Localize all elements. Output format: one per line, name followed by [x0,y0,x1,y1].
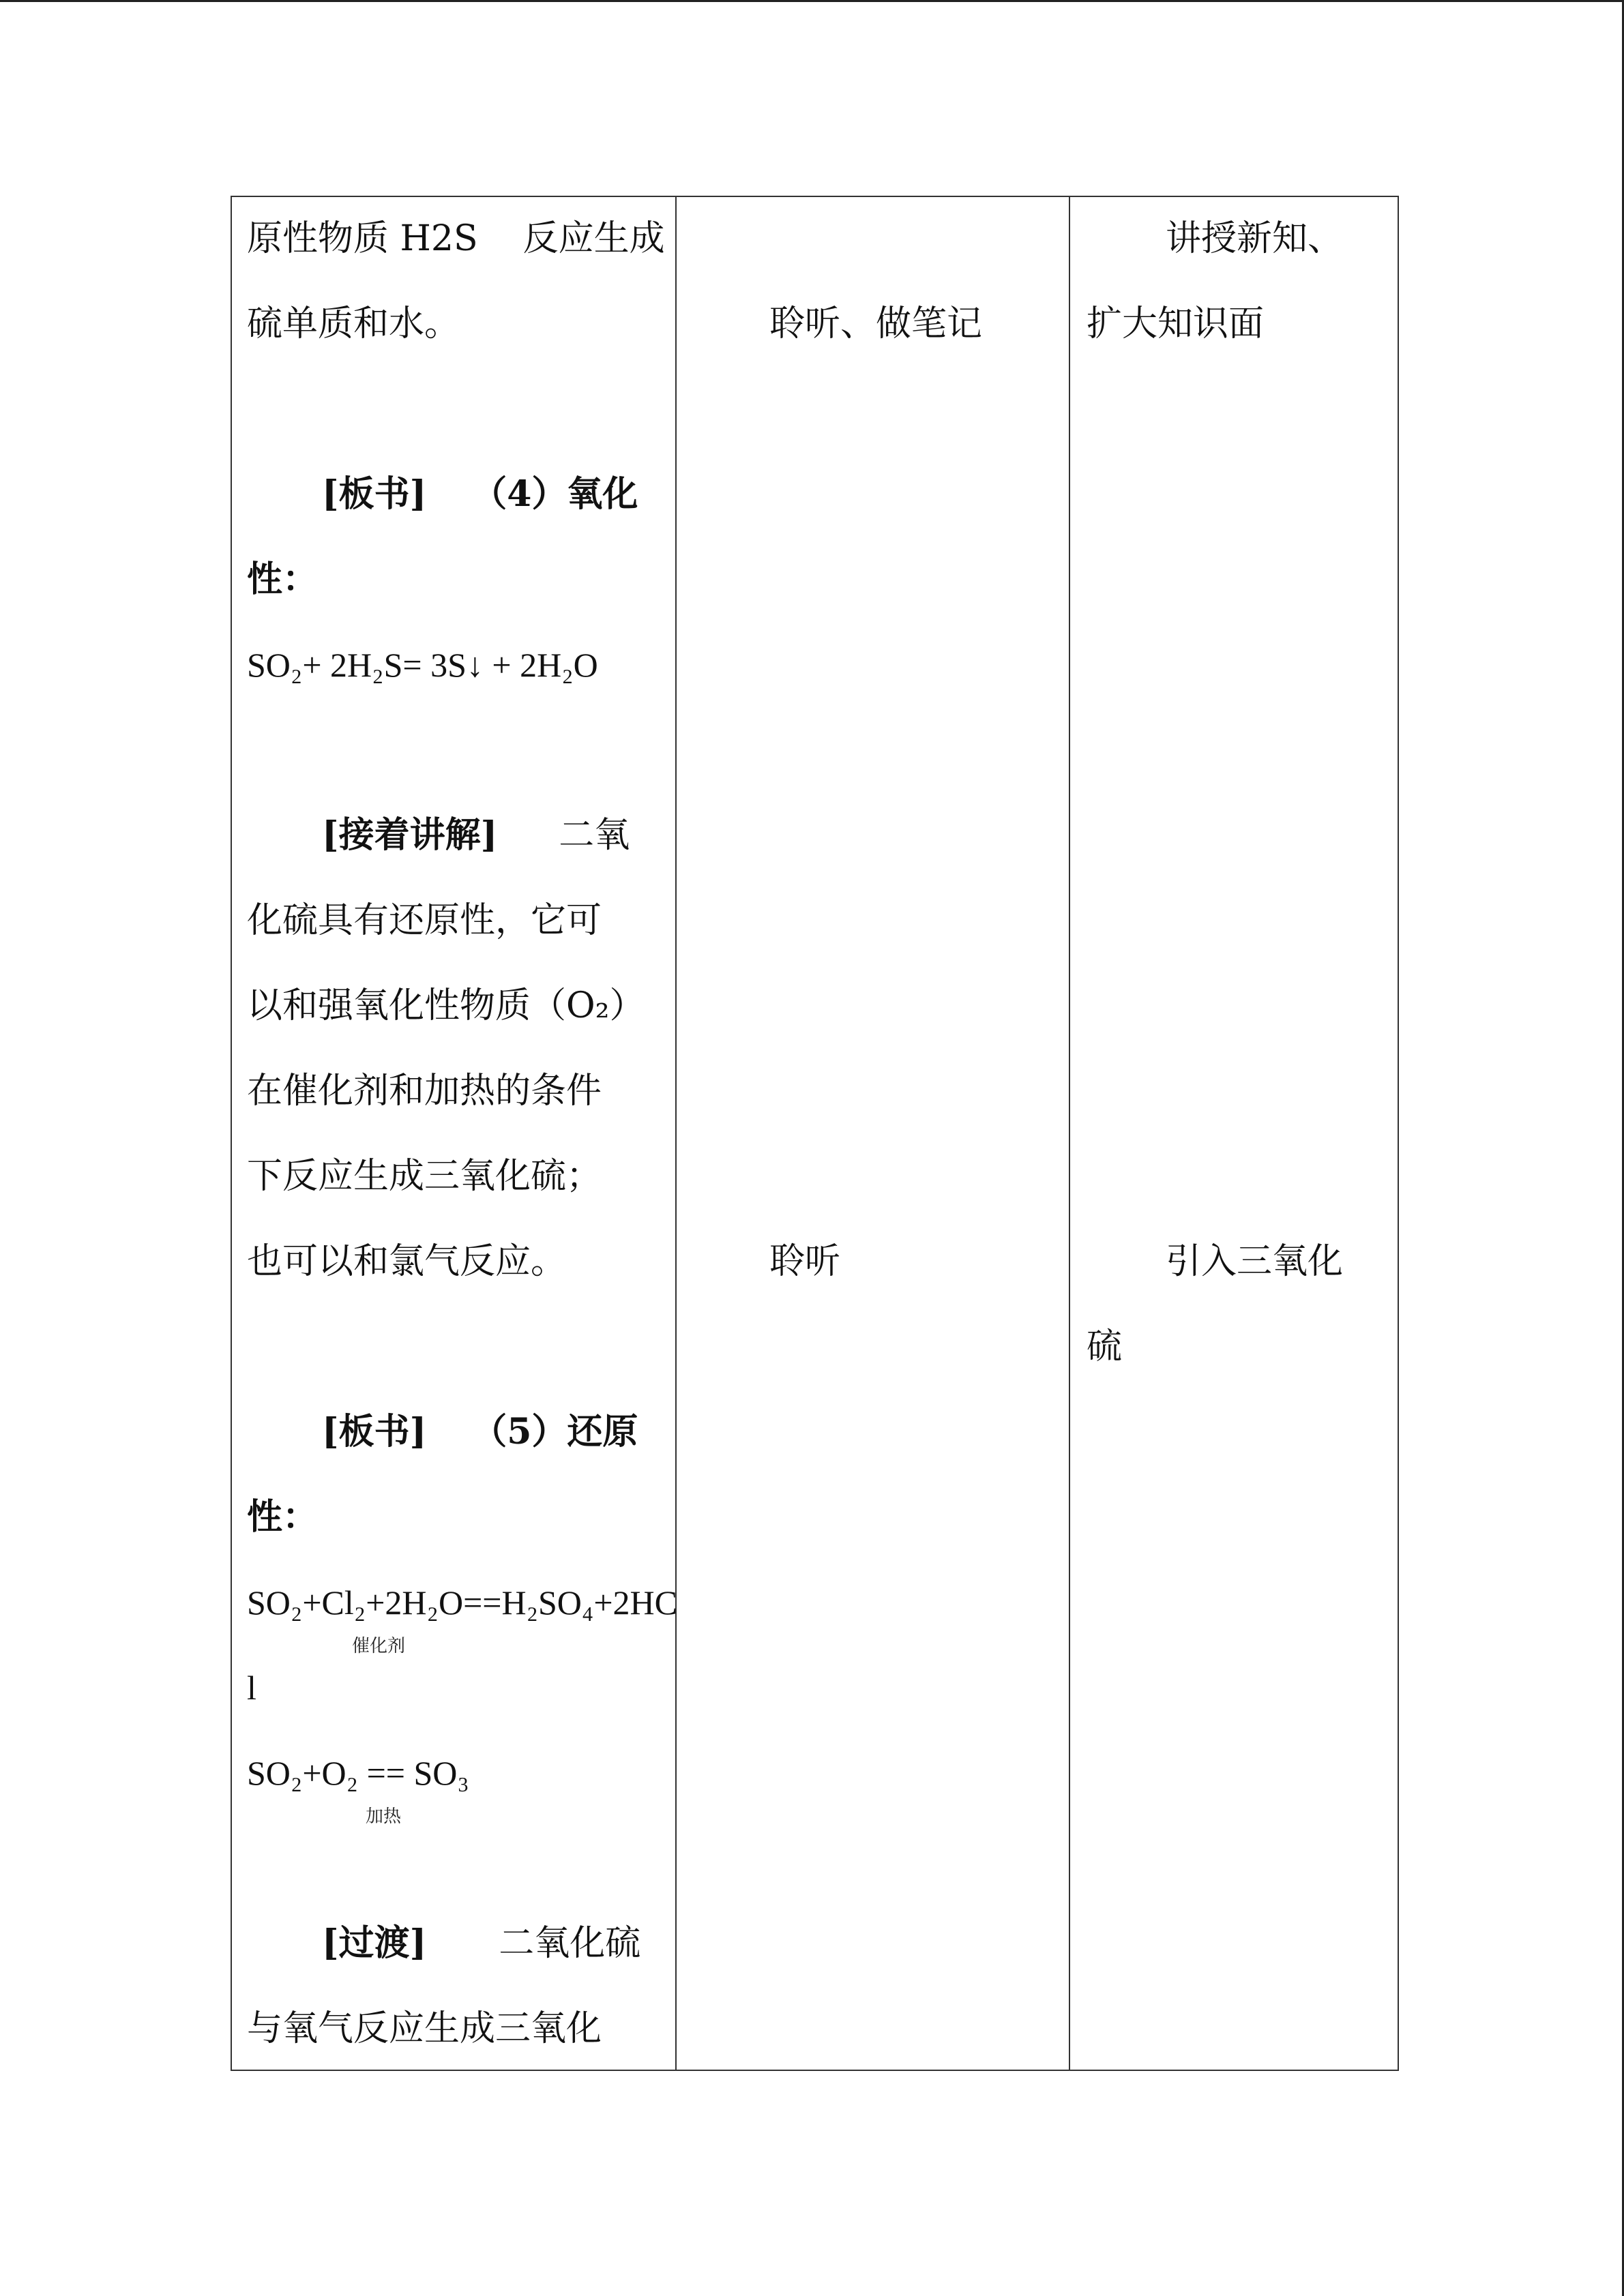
text-line: 与氧气反应生成三氧化 [247,2008,602,2049]
lesson-plan-table [231,196,1399,2071]
design-intent: 硫 [1087,1326,1123,1367]
design-intent-cell [1069,196,1398,2070]
board-heading-cont: 性： [247,1496,319,1538]
text-line: 以和强氧化性物质（O₂） [247,985,645,1026]
text-line: 硫单质和水。 [247,303,460,344]
board-heading-cont: 性： [247,558,319,600]
condition-catalyst: 催化剂 [352,1636,406,1656]
student-activity: 聆听 [769,1241,841,1282]
transition-heading: [过渡] 二氧化硫 [322,1922,641,1964]
text-line: 下反应生成三氧化硫； [247,1156,602,1197]
design-intent: 讲授新知、 [1166,218,1344,259]
condition-heating: 加热 [366,1806,402,1827]
text-line: 原性物质 H2S 反应生成 [247,218,665,259]
design-intent: 引入三氧化 [1166,1241,1344,1282]
board-heading: [板书] （4）氧化 [322,473,638,515]
equation-chlorine-cont: l [247,1669,256,1707]
table-row [231,196,1398,2070]
explanation-heading: [接着讲解] 二氧 [322,814,630,856]
equation-chlorine: SO₂+Cl₂+2H₂O==H₂SO₄+2HC [247,1583,678,1622]
student-activity: 聆听、做笔记 [769,303,983,344]
board-heading: [板书] （5）还原 [322,1411,638,1452]
design-intent: 扩大知识面 [1087,303,1265,344]
text-line: 化硫具有还原性，它可 [247,900,602,941]
student-activity-cell [676,196,1069,2070]
equation-sulfur-trioxide: SO₂+O₂ == SO₃ [247,1754,469,1792]
teacher-activity-cell [231,196,676,2070]
text-line: 在催化剂和加热的条件 [247,1071,602,1112]
text-line: 也可以和氯气反应。 [247,1241,567,1282]
equation-oxidation: SO₂+ 2H₂S= 3S↓ + 2H₂O [247,646,598,684]
